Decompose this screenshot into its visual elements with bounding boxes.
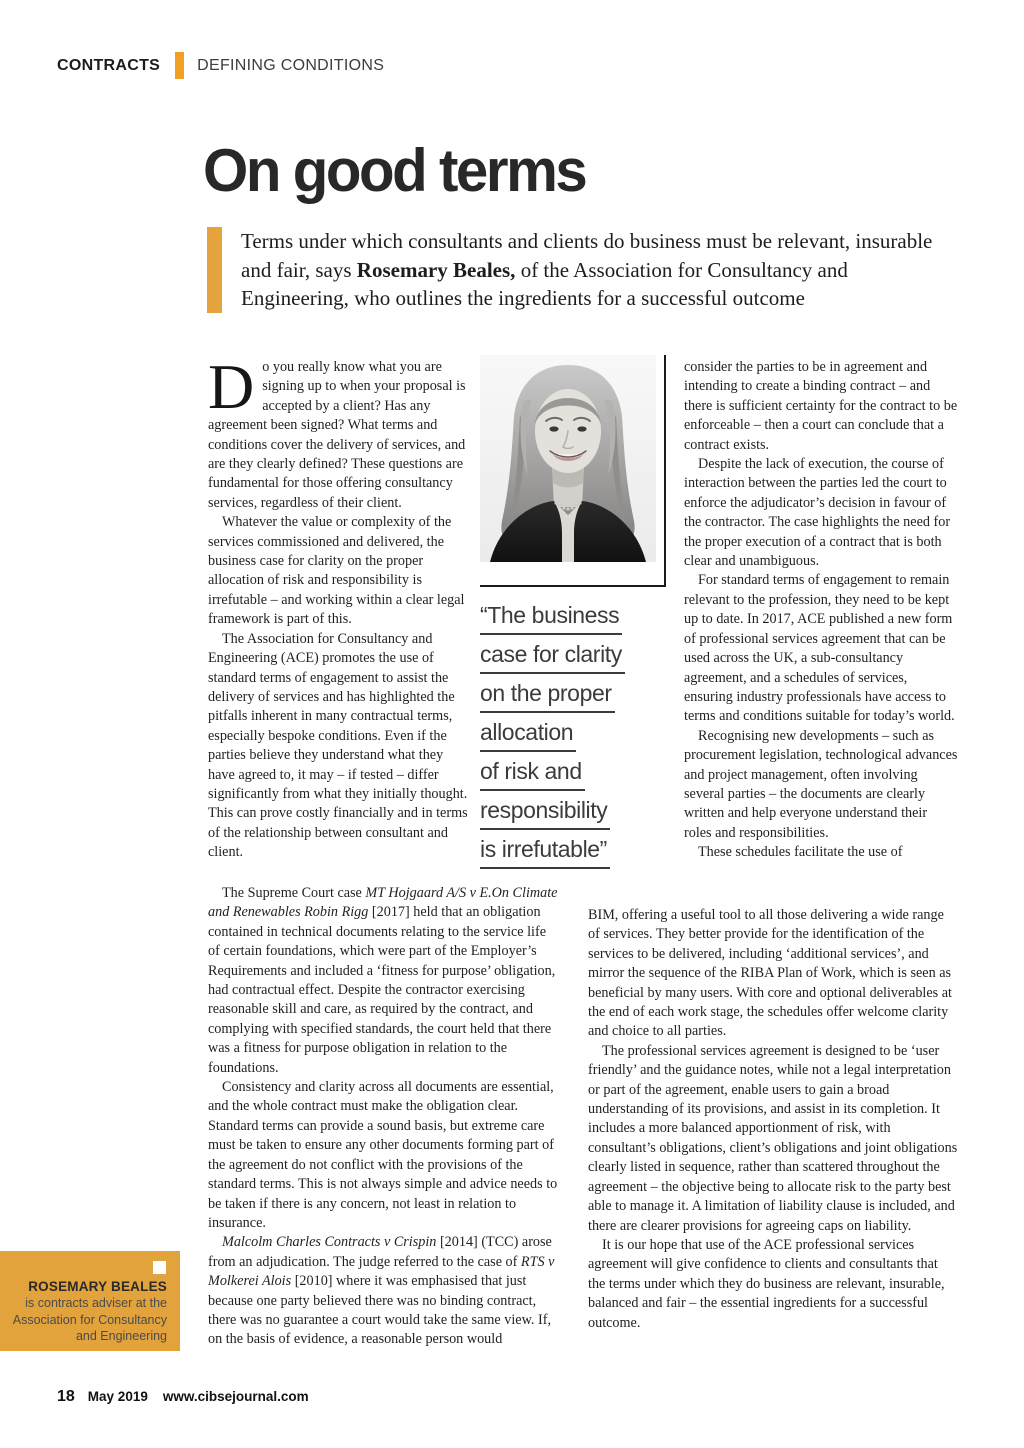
pull-quote-line: is irrefutable” <box>480 830 610 869</box>
pull-quote-line: responsibility <box>480 791 610 830</box>
standfirst-accent-bar <box>207 227 222 313</box>
standfirst-text: Terms under which consultants and clients do business must be relevant, insurable and fair, says Rosemary Beales, of the Association for Consultancy and Engineering, who outlines the ingredients for a successful outcome <box>241 229 933 310</box>
paragraph-text: o you really know what you are signing up to when your proposal is accepted by a client? Has any agreement been signed? What terms and conditions cover the delivery of services, and are they clearly defined? These questions are fundamental for those offering consultancy services, regardless of their client. <box>208 359 466 511</box>
photo-rule-vertical <box>664 355 667 587</box>
pull-quote-line: case for clarity <box>480 635 625 674</box>
issue-date: May 2019 <box>87 1389 148 1404</box>
portrait-photo <box>480 355 656 562</box>
kicker-divider-bar <box>175 52 184 79</box>
paragraph: The Supreme Court case MT Hojgaard A/S v E.On Climate and Renewables Robin Rigg [2017] held that an obligation contained in technical documents relating to the service life of certain foundations, which were part of the Employer’s Requirements and included a ‘fitness for purpose’ obligation, had contractual effect. Despite the contractor exercising reasonable skill and care, as required by the contract, and complying with specified standards, the court held that there was a fitness for purpose obligation in relation to the foundations. <box>208 885 558 1076</box>
article-column-1 <box>208 351 469 863</box>
paragraph: Despite the lack of execution, the course of interaction between the parties led the court to enforce the adjudicator’s decision in favour of the contractor. The case highlights the need for the proper execution of a contract that is both clear and unambiguous. <box>684 456 951 570</box>
standfirst <box>207 227 952 313</box>
pull-quote-line: on the proper <box>480 674 615 713</box>
article-column-wide-right <box>588 906 958 1333</box>
paragraph: The professional services agreement is designed to be ‘user friendly’ and the guidance notes, while not a legal interpretation or part of the agreement, enable users to gain a broad understanding of its provisions, and assist in its completion. It includes a more balanced apportionment of risk, with consultant’s obligations, client’s obligations and joint obligations clearly listed in sequence, rather than scattered throughout the agreement – the objective being to allocate risk to the party best able to manage it. A limitation of liability clause is included, and there are clearer provisions for agreeing caps on liability. <box>588 1042 958 1234</box>
article-column-3 <box>684 358 958 863</box>
paragraph: Consistency and clarity across all documents are essential, and the whole contract must make the obligation clear. Standard terms can provide a sound basis, but extreme care must be taken to ensure any other documents forming part of the agreement do not conflict with the provisions of the standard terms. This is not always simple and advice needs to be taken if there is any concern, not least in relation to insurance. <box>208 1079 558 1231</box>
paragraph: It is our hope that use of the ACE professional services agreement will give confidence to clients and consultants that the terms under which they do business are relevant, insurable, balanced and fair – the essential ingredients for a successful outcome. <box>588 1236 945 1331</box>
paragraph: For standard terms of engagement to remain relevant to the profession, they need to be kept up to date. In 2017, ACE published a new form of professional services agreement that can be used across the UK, a sub-consultancy agreement, and a schedules of services, ensuring industry professionals have access to terms and conditions suitable for today’s world. <box>684 572 955 725</box>
photo-block <box>480 355 666 587</box>
paragraph: BIM, offering a useful tool to all those delivering a wide range of services. They better provide for the identification of the services to be delivered, including ‘additional services’, and mirror the sequence of the RIBA Plan of Work, which is seen as beneficial by many users. With core and optional deliverables at the end of each work stage, the schedules offer welcome clarity and choice to all parties. <box>588 907 952 1040</box>
page-title: On good terms <box>203 137 586 204</box>
topic-label: DEFINING CONDITIONS <box>197 56 385 74</box>
paragraph: consider the parties to be in agreement and intending to create a binding contract – and there is sufficient certainty for the contract to be enforceable – then a court can conclude that a contract exists. <box>684 359 958 453</box>
section-label: CONTRACTS <box>57 56 161 74</box>
author-box-square-icon <box>153 1261 166 1274</box>
drop-cap: D <box>208 351 255 422</box>
photo-rule-horizontal <box>480 585 666 588</box>
paragraph: These schedules facilitate the use of <box>698 844 903 861</box>
page-footer <box>57 1388 309 1406</box>
paragraph <box>208 351 469 513</box>
page-number: 18 <box>57 1388 75 1405</box>
paragraph: The Association for Consultancy and Engineering (ACE) promotes the use of standard terms of engagement to assist the delivery of services and has highlighted the pitfalls inherent in many contractual terms, especially bespoke conditions. Even if the parties believe they understand what they have agreed to, it may – if tested – differ significantly from what they initially thought. This can prove costly financially and in terms of the relationship between consultant and client. <box>208 630 468 861</box>
article-column-wide-left <box>208 884 560 1350</box>
pull-quote-line: “The business <box>480 596 622 635</box>
author-name: ROSEMARY BEALES <box>28 1279 167 1294</box>
pull-quote-line: allocation <box>480 713 576 752</box>
kicker <box>57 52 384 79</box>
author-box <box>0 1251 180 1351</box>
paragraph: Malcolm Charles Contracts v Crispin [2014] (TCC) arose from an adjudication. The judge referred to the case of RTS v Molkerei Alois [2010] where it was emphasised that just because one party believed there was no binding contract, there was no guarantee a court would take the same view. If, on the basis of evidence, a reasonable person would <box>208 1234 555 1348</box>
author-description: is contracts adviser at the Association for Consultancy and Engineering <box>12 1296 167 1343</box>
pull-quote <box>480 596 656 869</box>
website-url: www.cibsejournal.com <box>162 1389 309 1404</box>
paragraph: Whatever the value or complexity of the services commissioned and delivered, the business case for clarity on the proper allocation of risk and responsibility is irrefutable – and working within a clear legal framework is part of this. <box>208 514 465 628</box>
paragraph: Recognising new developments – such as procurement legislation, technological advances and project management, often involving several parties – the documents are clearly written and help everyone understand their roles and responsibilities. <box>684 727 958 841</box>
pull-quote-line: of risk and <box>480 752 585 791</box>
